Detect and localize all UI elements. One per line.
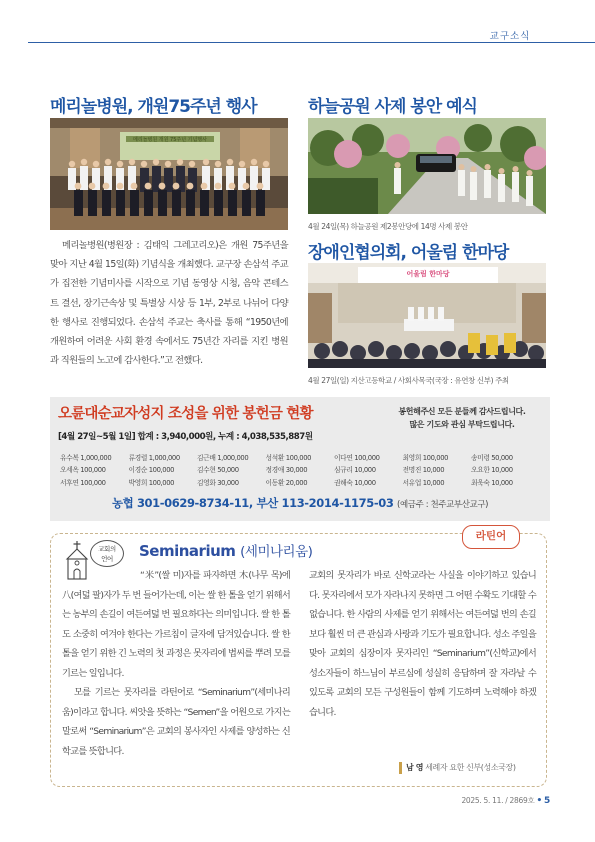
bubble-line: 교회의 (98, 545, 116, 553)
donor-entry: 최영희 100,000 (402, 454, 449, 462)
donor-row (60, 452, 544, 464)
event-photo (308, 263, 546, 368)
footer-dot: • (536, 796, 542, 806)
author-role: 세례자 요한 신부(성소국장) (425, 763, 516, 772)
donor-entry: 김수현 50,000 (197, 466, 239, 475)
group-photo (50, 118, 288, 230)
donor-entry: 박영희 100,000 (128, 478, 175, 487)
section-label: 교구소식 (489, 31, 531, 42)
caption-park: 4월 24일(목) 하늘공원 제2봉안당에 14명 사제 봉안 (308, 222, 468, 231)
column-paragraph: 모를 기르는 못자리를 라틴어로 “Seminarium”(세미나리움)이라고 합니다. 씨앗을 뜻하는 “Semen”을 어원으로 가지는 말로써 “Seminarium”은 교회의 봉사자인 사제를 양성하는 신학교를 뜻합니다. (62, 687, 290, 757)
donor-list (60, 452, 544, 489)
account-holder: (예금주 : 천주교부산교구) (397, 500, 489, 510)
photo-banner-text: 어울림 한마당 (406, 270, 450, 278)
column-right-text (309, 566, 536, 722)
column-paragraph: 교회의 못자리가 바로 신학교라는 사실을 이야기하고 있습니다. 못자리에서 모가 자라나지 못하면 그 어떤 수확도 기대할 수 없습니다. 한 사람의 사제를 얻기 위해서는 여든여덟 번의 손길보다 훨씬 더 큰 관심과 사랑과 기도가 필요합니다. 성소 주일을 맞아 교회의 심장이자 못자리인 “Seminarium”(신학교)에서 성소자들이 하느님이 부르심에 성실히 응답하며 잘 자라날 수 있도록 교회의 모든 구성원들이 함께 기도하며 노력해야 하겠습니다. (309, 570, 536, 718)
donor-entry: 오요한 10,000 (471, 466, 513, 475)
donor-entry: 성석환 100,000 (265, 454, 312, 462)
article-title-maryknoll: 메리놀병원, 개원75주년 행사 (50, 97, 257, 117)
donor-row (60, 464, 544, 476)
donor-entry: 이경순 100,000 (128, 466, 175, 475)
account-numbers: 농협 301-0629-8734-11, 부산 113-2014-1175-03 (111, 496, 394, 510)
donor-entry: 류경렬 1,000,000 (128, 454, 180, 462)
article-title-park: 하늘공원 사제 봉안 예식 (308, 97, 477, 117)
procession-photo (308, 118, 546, 214)
donor-entry: 유수복 1,000,000 (60, 454, 112, 462)
header-divider (28, 42, 595, 43)
author-byline (406, 762, 516, 773)
speech-bubble (90, 540, 124, 567)
donor-entry: 정경애 30,000 (265, 466, 308, 475)
column-title (139, 540, 312, 560)
author-marker (399, 762, 402, 774)
bubble-line: 언어 (101, 555, 113, 563)
donor-entry: 오세옥 100,000 (60, 466, 106, 475)
donor-entry: 이동환 20,000 (265, 478, 308, 487)
author-name: 남 영 (406, 763, 424, 772)
donor-entry: 전명진 10,000 (402, 466, 445, 475)
article-title-disability: 장애인협의회, 어울림 한마당 (308, 243, 509, 263)
issue-info: 2025. 5. 11. / 2869호 (461, 796, 535, 805)
donor-entry: 송미령 50,000 (471, 454, 513, 462)
donation-thanks-line: 많은 기도와 관심 부탁드립니다. (409, 420, 515, 429)
donor-entry: 최욱숙 10,000 (471, 478, 513, 487)
caption-disability: 4월 27일(일) 지산고등학교 / 사회사목국(국장 : 유연창 신부) 주최 (308, 376, 509, 385)
page-footer (430, 795, 550, 806)
column-title-korean: (세미나리움) (240, 544, 313, 560)
photo-banner-text: 메리놀병원 개원 75주년 기념행사 (133, 137, 207, 143)
bank-account (58, 495, 542, 511)
donor-entry: 서후연 100,000 (60, 478, 106, 487)
article-body-maryknoll: 메리놀병원(병원장 : 김태익 그레고리오)은 개원 75주년을 맞아 지난 4월 15일(화) 기념식을 개최했다. 교구장 손삼석 주교가 집전한 기념미사를 시작으로 기념 동영상 시청, 음악 콘테스트 결선, 장기근속상 및 특별상 시상 등 1부, 2부로 나뉘어 다양한 행사로 진행되었다. 손삼석 주교는 축사를 통해 “1950년에 개원하여 어려운 사회 환경 속에서도 75년간 자리를 지킨 병원과 직원들의 노고에 감사한다.”고 전했다. (50, 240, 288, 367)
donor-entry: 심규리 10,000 (334, 466, 376, 475)
page-number: 5 (544, 796, 550, 806)
donation-title: 오륜대순교자성지 조성을 위한 봉헌금 현황 (58, 406, 313, 422)
latin-tab-badge: 라틴어 (462, 525, 520, 549)
column-title-latin: Seminarium (139, 542, 236, 560)
donor-entry: 서유업 10,000 (402, 478, 445, 487)
column-left-text (62, 566, 290, 761)
column-paragraph: “米”(쌀 미)자를 파자하면 木(나무 목)에 八(여덟 팔)자가 두 번 들어가는데, 이는 쌀 한 톨을 얻기 위해서는 농부의 손길이 여든여덟 번 필요하다는 의미입니다. 쌀 한 톨도 소중히 여겨야 한다는 가르침이 글자에 담겨있습니다. 쌀 한 톨을 얻기 위한 긴 노력의 첫 과정은 못자리에 볍씨를 뿌려 모를 기르는 일입니다. (62, 570, 290, 679)
donor-entry: 김근배 1,000,000 (197, 454, 249, 462)
donor-entry: 권해숙 10,000 (334, 478, 376, 487)
donation-thanks-line: 봉헌해주신 모든 분들께 감사드립니다. (398, 407, 526, 416)
donor-entry: 이다연 100,000 (334, 454, 380, 462)
donor-entry: 김영화 30,000 (197, 478, 239, 487)
donation-summary: [4월 27일~5월 1일] 합계 : 3,940,000원, 누계 : 4,038,535,887원 (58, 432, 313, 442)
donor-row (60, 477, 544, 489)
donation-thanks (378, 405, 546, 431)
